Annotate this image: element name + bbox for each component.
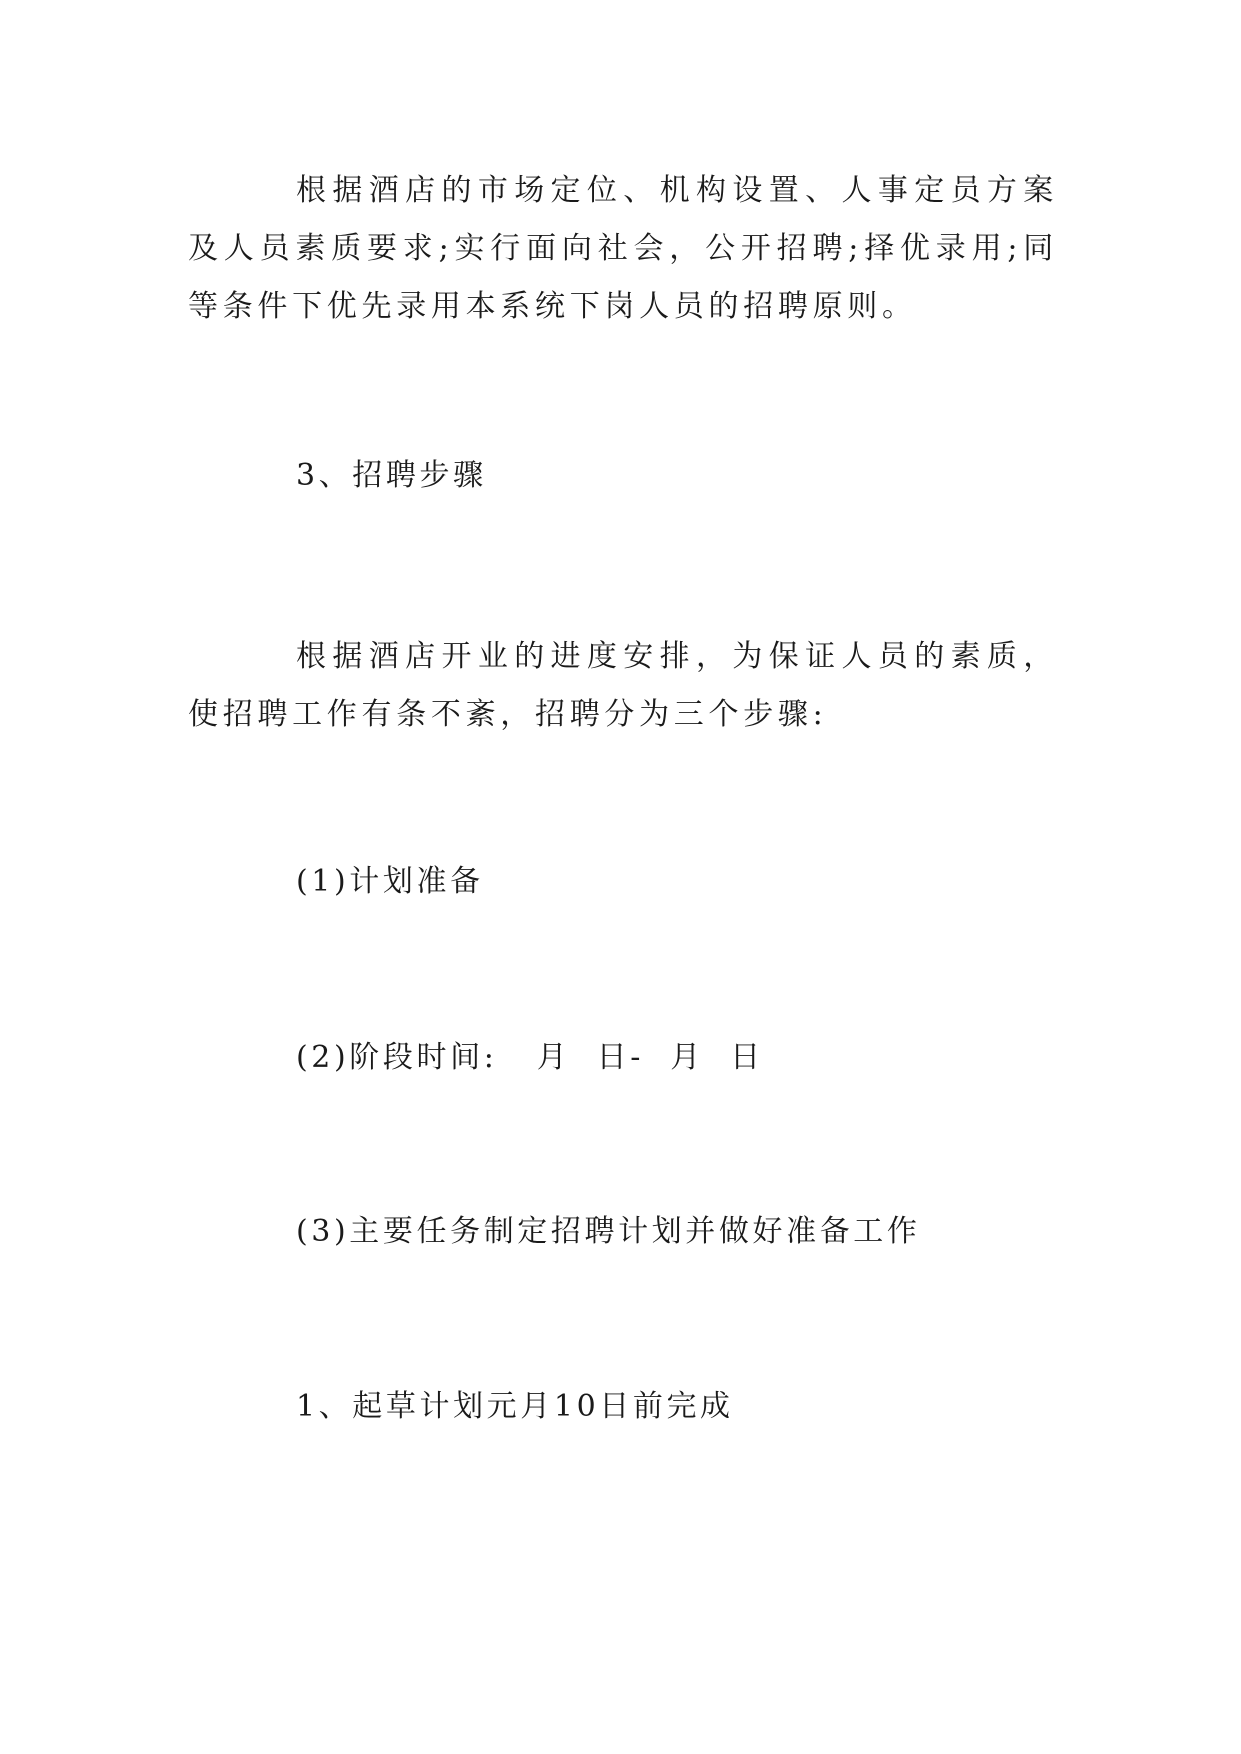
list-item-draft-plan: 1、起草计划元月10日前完成 xyxy=(296,1389,734,1424)
heading-recruitment-steps: 3、招聘步骤 xyxy=(296,458,487,493)
paragraph-recruitment-principles: 根据酒店的市场定位、机构设置、人事定员方案及人员素质要求;实行面向社会，公开招聘;择优录用;同等条件下优先录用本系统下岗人员的招聘原则。 xyxy=(188,173,1058,324)
list-item-plan-preparation: (1)计划准备 xyxy=(296,864,484,899)
list-item-main-tasks: (3)主要任务制定招聘计划并做好准备工作 xyxy=(296,1214,921,1249)
paragraph-recruitment-schedule: 根据酒店开业的进度安排，为保证人员的素质，使招聘工作有条不紊，招聘分为三个步骤: xyxy=(188,639,1058,732)
list-item-stage-time: (2)阶段时间: 月 日- 月 日 xyxy=(296,1040,764,1075)
